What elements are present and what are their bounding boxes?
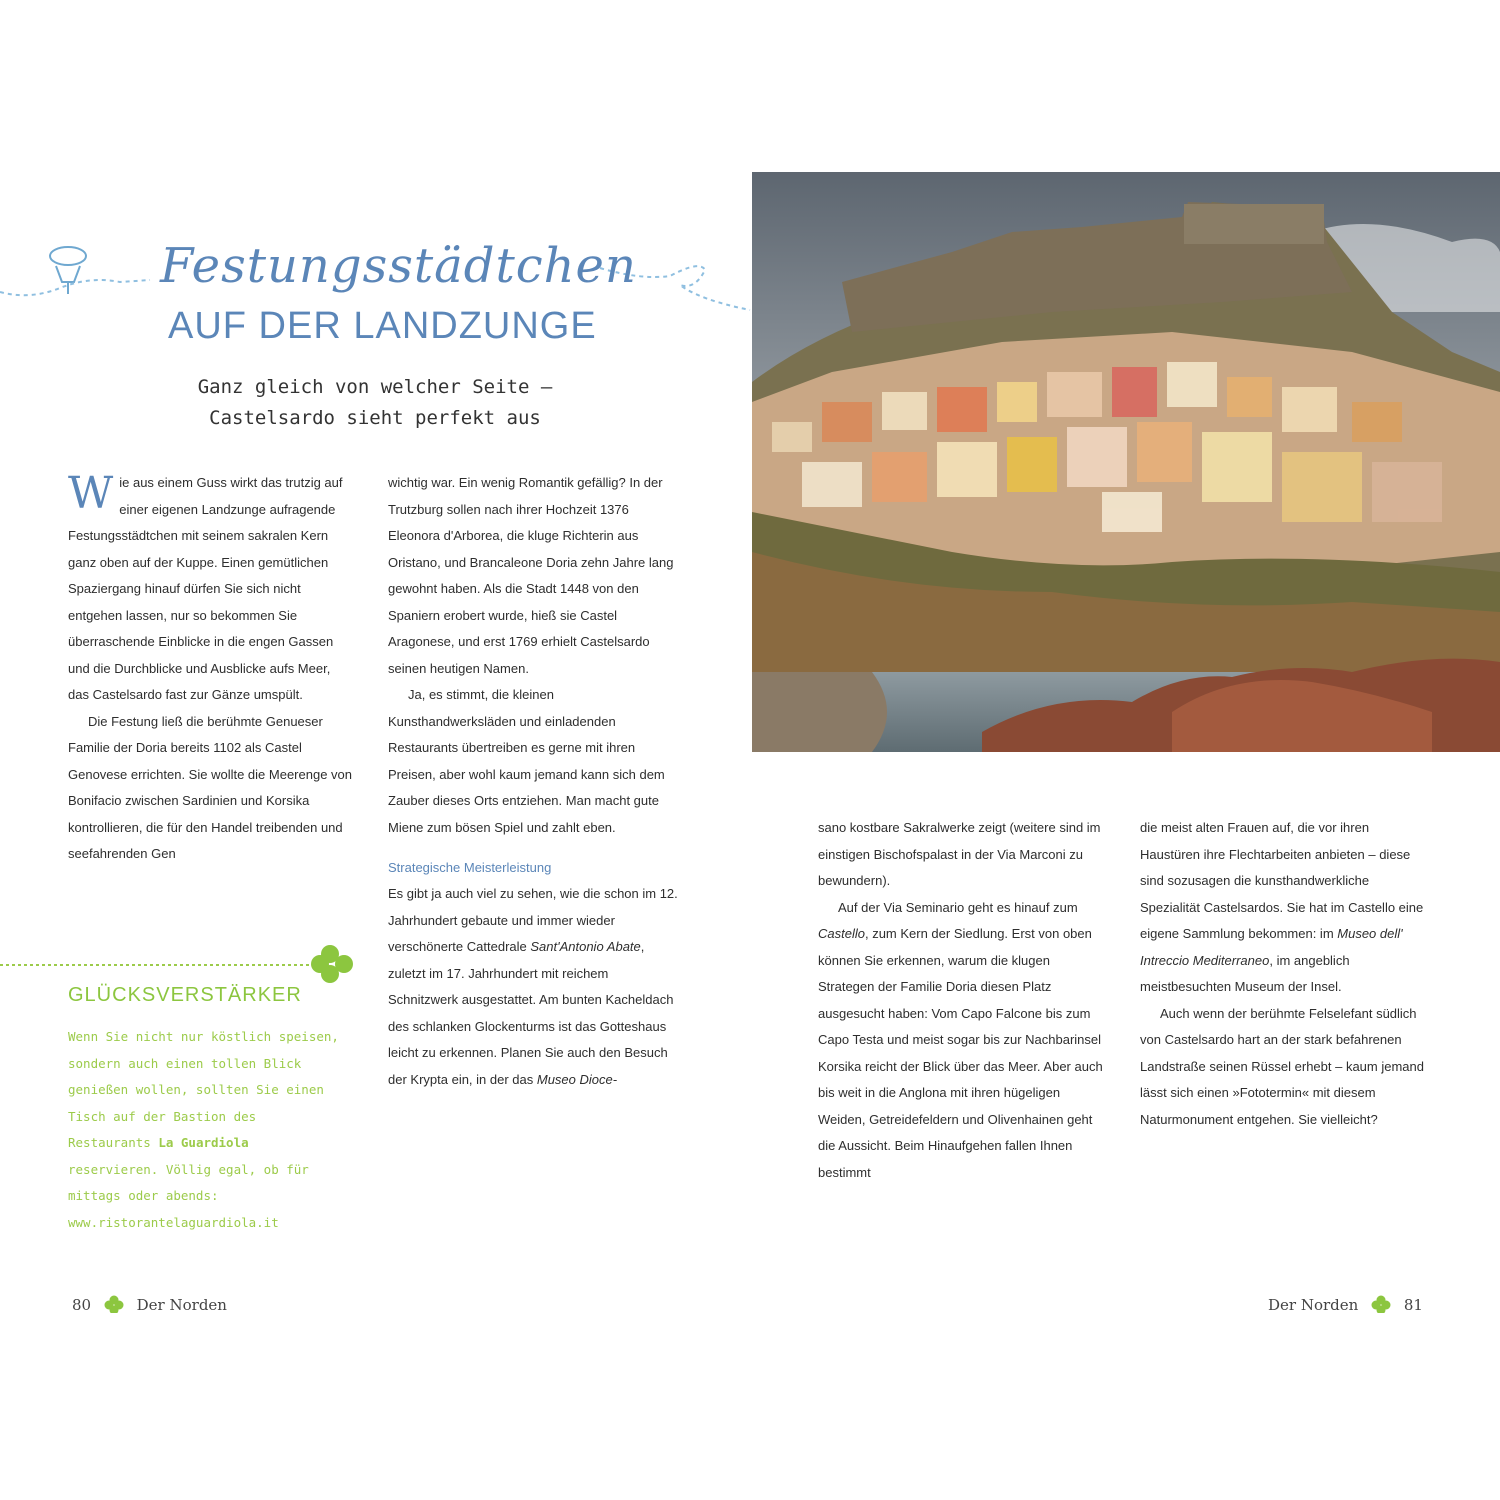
paragraph: die meist alten Frauen auf, die vor ihren Haustüren ihre Flechtarbeiten anbieten – diese sind sozusagen die kunsthandwerkliche Spezialität Castelsardos. Sie hat im Castello eine eigene Sammlung bekommen: im Museo dell' Intreccio Mediterraneo, im angeblich meistbesuchten Museum der Insel. <box>1140 820 1424 994</box>
restaurant-name: La Guardiola <box>158 1135 249 1150</box>
dashed-line-tip <box>0 940 370 990</box>
castelsardo-photo <box>752 172 1500 752</box>
mirror-icon <box>50 247 86 294</box>
section-name: Der Norden <box>1268 1296 1359 1314</box>
text-column-3 <box>818 815 1108 1186</box>
paragraph: Ja, es stimmt, die kleinen Kunsthandwerksläden und einladenden Restaurants übertreiben es gerne mit ihren Preisen, aber wohl kaum jemand kann sich dem Zauber dieses Orts entziehen. Man macht gute Miene zum bösen Spiel und zahlt eben. <box>388 687 665 835</box>
page-number: 80 <box>72 1296 92 1314</box>
clover-icon <box>104 1295 124 1313</box>
tip-heading: GLÜCKSVERSTÄRKER <box>68 984 302 1006</box>
footer-left <box>72 1295 227 1314</box>
paragraph: wichtig war. Ein wenig Romantik gefällig? In der Trutzburg sollen nach ihrer Hochzeit 1376 Eleonora d'Arborea, die kluge Richterin aus Oristano, und Brancaleone Doria zehn Jahre lang gewohnt haben. Als die Stadt 1448 von den Spaniern erobert wurde, hieß sie Castel Aragonese, und erst 1769 erhielt Castelsardo seinen heutigen Namen. <box>388 475 674 676</box>
title-caps: AUF DER LANDZUNGE <box>168 305 597 347</box>
title-script: Festungsstädtchen <box>160 238 637 294</box>
paragraph: Auf der Via Seminario geht es hinauf zum Castello, zum Kern der Siedlung. Erst von oben können Sie erkennen, warum die klugen Strategen der Familie Doria diesen Platz ausgesucht haben: Vom Capo Falcone bis zum Capo Testa und meist sogar bis zur Nachbarinsel Korsika reicht der Blick über das Meer. Aber auch bis weit in die Anglona mit ihren hügeligen Weiden, Getreidefeldern und Olivenhainen geht die Aussicht. Beim Hinaufgehen fallen Ihnen bestimmt <box>818 899 1103 1180</box>
paragraph: Die Festung ließ die berühmte Genueser Familie der Doria bereits 1102 als Castel Genovese errichten. Sie wollte die Meerenge von Bonifacio zwischen Sardinien und Korsika kontrollieren, die für den Handel treibenden und seefahrenden Gen <box>68 713 352 861</box>
text-column-1 <box>68 470 354 868</box>
tip-url[interactable]: www.ristorantelaguardiola.it <box>68 1214 279 1230</box>
text-column-4 <box>1140 815 1430 1133</box>
clover-icon <box>311 945 353 983</box>
paragraph: Es gibt ja auch viel zu sehen, wie die schon im 12. Jahrhundert gebaute und immer wieder verschönerte Cattedrale Sant'Antonio Abate, zuletzt im 17. Jahrhundert mit reichem Schnitzwerk ausgestattet. Am bunten Kacheldach des schlanken Glockenturms ist das Gotteshaus leicht zu erkennen. Planen Sie auch den Besuch der Krypta ein, in der das Museo Dioce- <box>388 886 678 1087</box>
paragraph: Auch wenn der berühmte Felselefant südlich von Castelsardo hart an der stark befahrenen Landstraße seinen Rüssel erhebt – kaum jemand lässt sich einen »Fototermin« mit diesem Naturmonument entgehen. Sie vielleicht? <box>1140 1005 1424 1127</box>
subtitle-line-1: Ganz gleich von welcher Seite – <box>197 376 553 398</box>
section-subheading: Strategische Meisterleistung <box>388 860 552 875</box>
drop-cap: W <box>68 468 114 519</box>
section-name: Der Norden <box>136 1296 227 1314</box>
tip-body: Wenn Sie nicht nur köstlich speisen, sondern auch einen tollen Blick genießen wollen, sollten Sie einen Tisch auf der Bastion des Restaurants La Guardiola reservieren. Völlig egal, ob für mittags oder abends: www.ristorantelaguardiola.it <box>68 1029 339 1230</box>
subtitle-line-2: Castelsardo sieht perfekt aus <box>209 407 541 429</box>
page-number: 81 <box>1403 1296 1423 1314</box>
text-column-2 <box>388 470 680 1093</box>
footer-right <box>1268 1295 1423 1314</box>
paragraph: sano kostbare Sakralwerke zeigt (weitere sind im einstigen Bischofspalast in der Via Marconi zu bewundern). <box>818 820 1101 888</box>
clover-icon <box>1371 1295 1391 1313</box>
subtitle <box>140 372 610 434</box>
paragraph: Wie aus einem Guss wirkt das trutzig auf einer eigenen Landzunge aufragende Festungsstädtchen mit seinem sakralen Kern ganz oben auf der Kuppe. Einen gemütlichen Spaziergang hinauf dürfen Sie sich nicht entgehen lassen, nur so bekommen Sie überraschende Einblicke in die engen Gassen und die Durchblicke und Ausblicke aufs Meer, das Castelsardo fast zur Gänze umspült. <box>68 468 343 702</box>
